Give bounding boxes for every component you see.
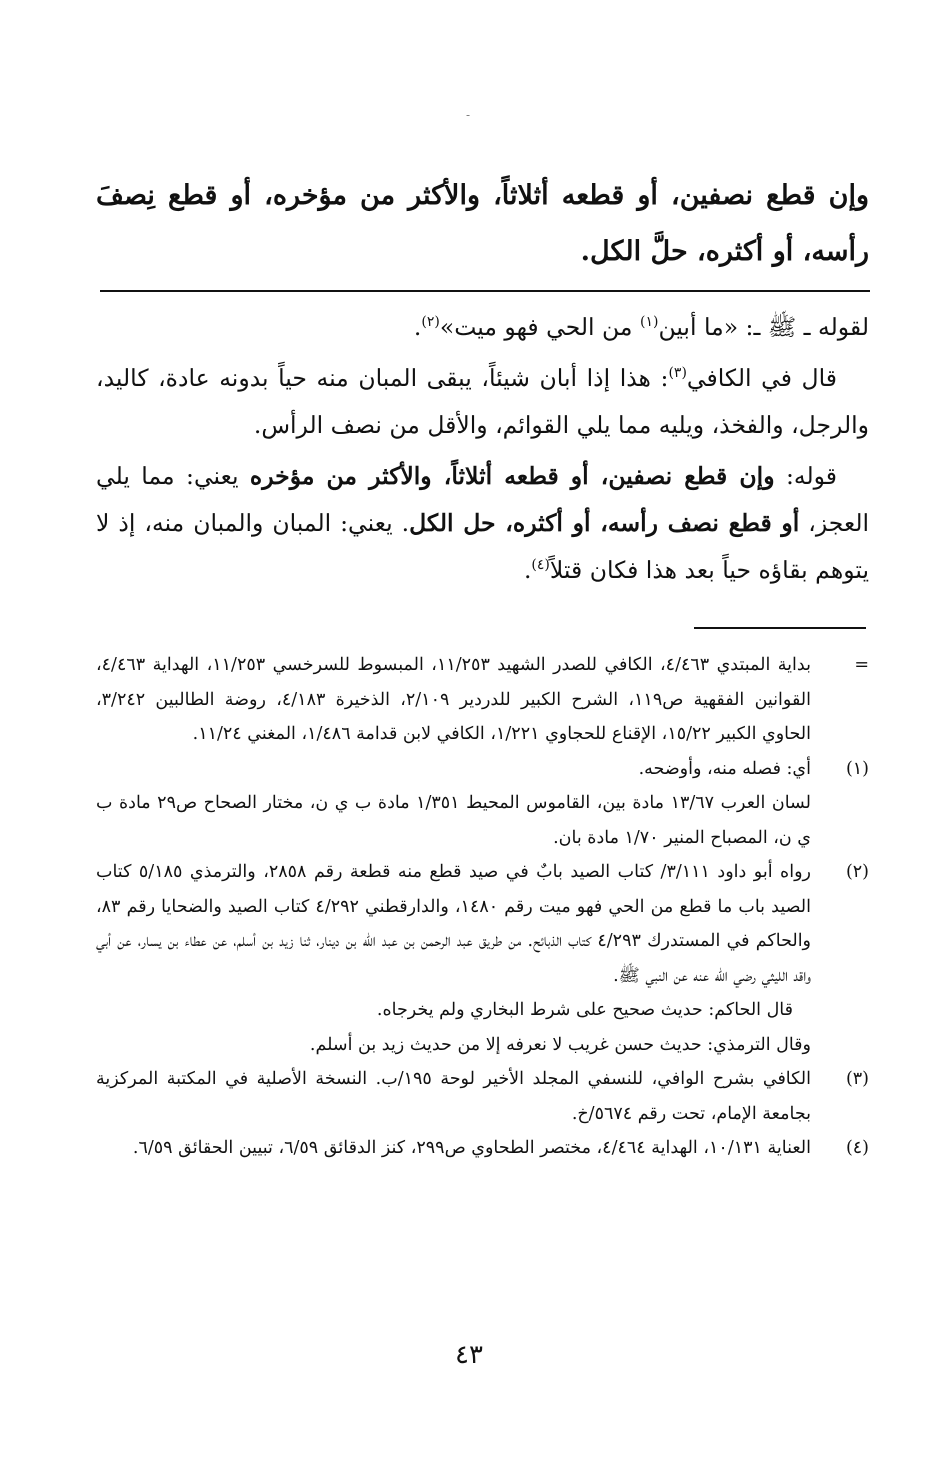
separator-rule bbox=[100, 290, 870, 292]
footnote-ref[interactable]: (١) bbox=[639, 314, 659, 331]
commentary-paragraph bbox=[96, 453, 869, 594]
footnote-4 bbox=[96, 1131, 869, 1166]
footnote-text: الكافي بشرح الوافي، للنسفي المجلد الأخير لوحة ١٩٥/ب. النسخة الأصلية في المكتبة المركزية بجامعة الإمام، تحت رقم ٥٦٧٤/خ. bbox=[96, 1069, 811, 1124]
footnote-continued bbox=[96, 648, 869, 752]
main-text: وإن قطع نصفين، أو قطعه أثلاثاً، والأكثر من مؤخره، أو قطع نِصفَ رأسه، أو أكثره، حلَّ الكل. bbox=[96, 180, 869, 267]
quoted-text: أو قطع نصف رأسه، أو أكثره، حل الكل bbox=[409, 509, 800, 537]
footnote-ref[interactable]: (٣) bbox=[668, 365, 687, 382]
text-run: قال في الكافي bbox=[686, 364, 837, 392]
footnote-3 bbox=[96, 1062, 869, 1131]
footnote-rule bbox=[694, 627, 866, 629]
footnote-1 bbox=[96, 752, 869, 856]
text-run: . يعني: المبان والمبان منه، إذ لا يتوهم بقاؤه حياً بعد هذا فكان قتلاً bbox=[96, 509, 869, 584]
text-run: : هذا إذا أبان شيئاً، يبقى المبان منه حياً بدونه عادة، كاليد، والرجل، والفخذ، ويليه مما يلي القوائم، والأقل من نصف الرأس. bbox=[96, 364, 869, 439]
footnote-text: بداية المبتدي ٤/٤٦٣، الكافي للصدر الشهيد ١١/٢٥٣، المبسوط للسرخسي ١١/٢٥٣، الهداية ٤/٤٦٣، القوانين الفقهية ص١١٩، الشرح الكبير للدردير ٢/١٠٩، الذخيرة ٤/١٨٣، روضة الطالبين ٣/٢٤٢، الحاوي الكبير ١٥/٢٢، الإقناع للحجاوي ١/٢٢١، الكافي لابن قدامة ١/٤٨٦، المغني ١١/٢٤. bbox=[96, 655, 811, 744]
text-run: قوله: bbox=[774, 462, 837, 490]
top-mark: - bbox=[466, 108, 471, 122]
footnote-number: (٤) bbox=[845, 1138, 869, 1158]
footnote-text: قال الحاكم: حديث صحيح على شرط البخاري ولم يخرجاه. bbox=[376, 1000, 793, 1020]
footnote-ref[interactable]: (٤) bbox=[531, 557, 550, 574]
footnote-number: (٣) bbox=[845, 1069, 869, 1089]
footnote-marker: = bbox=[854, 655, 869, 675]
text-run: . bbox=[413, 313, 422, 341]
commentary bbox=[96, 304, 869, 594]
footnote-number: (٢) bbox=[845, 862, 869, 882]
page-number: ٤٣ bbox=[455, 1340, 483, 1370]
footnote-text: رواه أبو داود ٣/١١١/ كتاب الصيد بابٌ في صيد قطع منه قطعة رقم ٢٨٥٨، والترمذي ٥/١٨٥ كتاب الصيد باب ما قطع من الحي فهو ميت رقم ١٤٨٠، والدارقطني ٤/٢٩٢ كتاب الصيد والضحايا رقم ٨٣، والحاكم في المستدرك ٤/٢٩٣ كتاب الذبائح. من طريق عبد الرحمن بن عبد الله بن دينار، ثنا زيد بن أسلم، عن عطاء بن يسار، عن أبي واقد الليثي رضي الله عنه عن النبي ﷺ. bbox=[96, 862, 812, 986]
text-run: يعني: مما يلي العجز، bbox=[96, 462, 870, 537]
footnote-text: العناية ١٠/١٣١، الهداية ٤/٤٦٤، مختصر الطحاوي ص٢٩٩، كنز الدقائق ٦/٥٩، تبيين الحقائق ٦/٥٩. bbox=[132, 1138, 811, 1158]
text-run: لقوله ـ ﷺ ـ: «ما أبين bbox=[658, 313, 869, 341]
footnote-number: (١) bbox=[845, 758, 869, 779]
footnote-text: لسان العرب ١٣/٦٧ مادة بين، القاموس المحيط ١/٣٥١ مادة ب ي ن، مختار الصحاح ص٢٩ مادة ب ي ن، المصباح المنير ١/٧٠ مادة بان. bbox=[96, 793, 811, 848]
footnote-ref[interactable]: (٢) bbox=[421, 314, 440, 331]
text-run: . bbox=[523, 556, 532, 584]
text-run: من الحي فهو ميت» bbox=[439, 313, 640, 341]
footnotes bbox=[96, 648, 869, 1166]
footnote-text: أي: فصله منه، وأوضحه. bbox=[638, 758, 811, 779]
commentary-paragraph bbox=[96, 304, 869, 351]
quoted-text: وإن قطع نصفين، أو قطعه أثلاثاً، والأكثر من مؤخره bbox=[249, 462, 775, 490]
footnote-text: وقال الترمذي: حديث حسن غريب لا نعرفه إلا من حديث زيد بن أسلم. bbox=[309, 1034, 811, 1055]
commentary-paragraph bbox=[96, 355, 869, 449]
footnote-2 bbox=[96, 855, 869, 1062]
